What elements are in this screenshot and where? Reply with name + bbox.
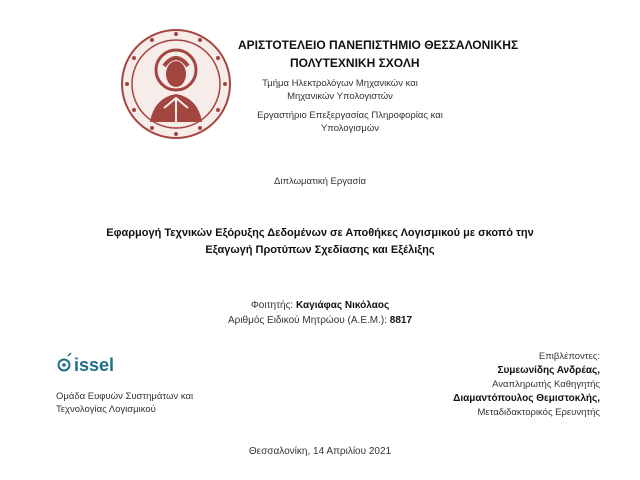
student-name: Καγιάφας Νικόλαος: [296, 300, 390, 311]
supervisor-name: Διαμαντόπουλος Θεμιστοκλής,: [453, 393, 600, 404]
supervisor-role: Μεταδιδακτορικός Ερευνητής: [477, 407, 600, 418]
group-name: Ομάδα Ευφυών Συστημάτων και Τεχνολογίας Λογισμικού: [56, 391, 194, 415]
supervisors-label: Επιβλέποντες:: [538, 351, 600, 362]
issel-logo: [56, 352, 136, 376]
university-name: ΑΡΙΣΤΟΤΕΛΕΙΟ ΠΑΝΕΠΙΣΤΗΜΙΟ ΘΕΣΣΑΛΟΝΙΚΗΣ: [238, 38, 519, 52]
document-type: Διπλωματική Εργασία: [274, 176, 366, 187]
student-label: Φοιτητής:: [250, 300, 294, 311]
thesis-title: Εφαρμογή Τεχνικών Εξόρυξης Δεδομένων σε Αποθήκες Λογισμικού με σκοπό την Εξαγωγή Προτύπων Σχεδίασης και Εξέλιξης: [106, 227, 534, 256]
aem-line: [160, 315, 480, 326]
date-place: Θεσσαλονίκη, 14 Απριλίου 2021: [248, 446, 392, 457]
school-name: ΠΟΛΥΤΕΧΝΙΚΗ ΣΧΟΛΗ: [290, 56, 420, 70]
aem-value: 8817: [389, 315, 413, 326]
student-line: [160, 300, 480, 311]
supervisor-name: Συμεωνίδης Ανδρέας,: [497, 365, 600, 376]
supervisor-role: Αναπληρωτής Καθηγητής: [492, 379, 600, 390]
supervisors-block: [360, 350, 600, 420]
university-seal-icon: [120, 28, 232, 140]
aem-label: Αριθμός Ειδικού Μητρώου (Α.Ε.Μ.):: [227, 315, 387, 326]
lab-name: Εργαστήριο Επεξεργασίας Πληροφορίας και Υπολογισμών: [257, 110, 443, 134]
department-name: Τμήμα Ηλεκτρολόγων Μηχανικών και Μηχανικών Υπολογιστών: [262, 78, 418, 102]
issel-logo-text: issel: [74, 355, 115, 375]
